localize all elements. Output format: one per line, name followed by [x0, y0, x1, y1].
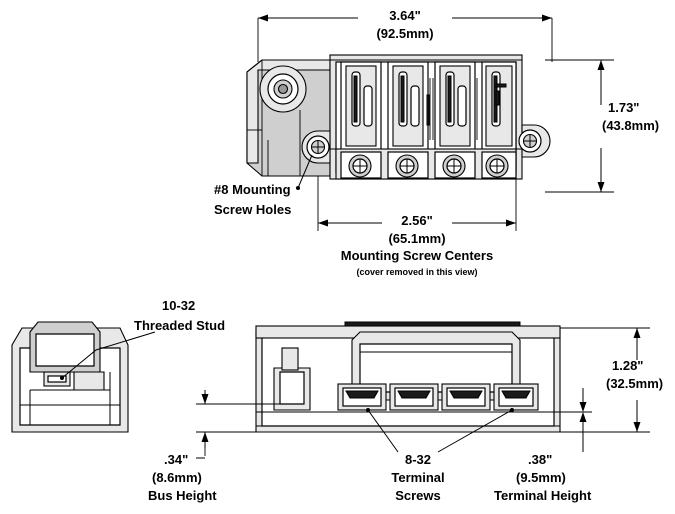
- bus-height-inches: .34": [164, 452, 189, 467]
- cover-removed-note: (cover removed in this view): [356, 267, 478, 277]
- right-height-mm: (43.8mm): [602, 118, 660, 133]
- threaded-stud-callout-line1: 10-32: [162, 298, 196, 313]
- threaded-stud-callout-line2: Threaded Stud: [134, 318, 226, 333]
- mounting-holes-callout-line2: Screw Holes: [214, 202, 292, 217]
- top-width-mm: (92.5mm): [376, 26, 434, 41]
- left-section-view: [12, 322, 155, 432]
- terminal-recesses: [338, 384, 538, 410]
- top-view-body: [247, 55, 550, 190]
- bus-height-dimension: [196, 390, 230, 458]
- terminal-screws-line2: Terminal: [391, 470, 445, 485]
- top-width-inches: 3.64": [389, 8, 421, 23]
- terminal-height-dimension: [556, 388, 600, 452]
- overall-height-mm: (32.5mm): [606, 376, 664, 391]
- bus-height-label: Bus Height: [148, 488, 217, 503]
- terminal-screws-line1: 8-32: [404, 452, 432, 467]
- mounting-holes-callout-line1: #8 Mounting: [214, 182, 291, 197]
- overall-height-inches: 1.28": [612, 358, 644, 373]
- mounting-centers-mm: (65.1mm): [388, 231, 446, 246]
- mounting-centers-inches: 2.56": [401, 213, 433, 228]
- terminal-height-label: Terminal Height: [494, 488, 592, 503]
- terminal-height-mm: (9.5mm): [516, 470, 566, 485]
- right-height-inches: 1.73": [608, 100, 640, 115]
- terminal-screws-line3: Screws: [395, 488, 441, 503]
- mounting-centers-label: Mounting Screw Centers: [340, 248, 494, 263]
- terminal-height-inches: .38": [528, 452, 553, 467]
- front-elevation-view: [256, 322, 560, 432]
- bus-height-mm: (8.6mm): [152, 470, 202, 485]
- terminal-screw-row: [336, 149, 516, 179]
